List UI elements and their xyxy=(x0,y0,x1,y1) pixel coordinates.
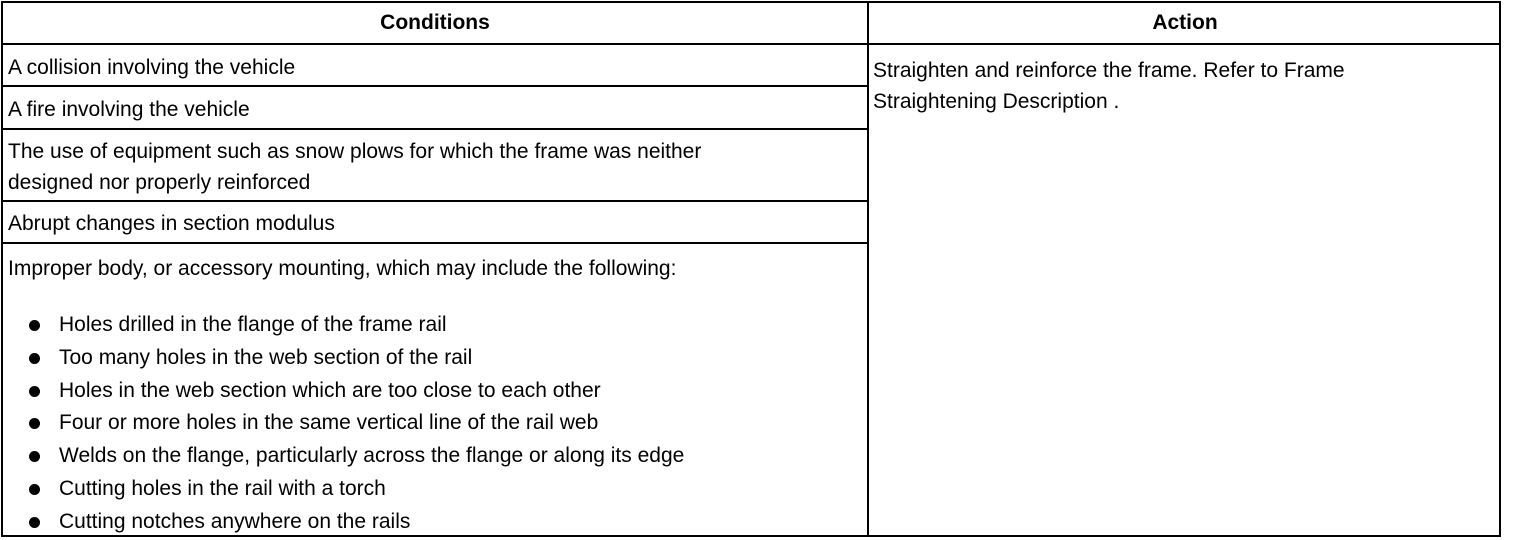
list-item-text: Holes in the web section which are too close to each other xyxy=(59,378,601,402)
action-text: Straighten and reinforce the frame. Refer to Frame Straightening Description . xyxy=(873,59,1345,113)
conditions-action-table xyxy=(1,1,1501,537)
header-divider xyxy=(3,43,1499,45)
list-item-text: Cutting holes in the rail with a torch xyxy=(59,476,386,500)
list-item-text: Cutting notches anywhere on the rails xyxy=(59,509,411,533)
row-divider xyxy=(3,85,867,87)
bullet-icon xyxy=(29,353,40,364)
list-item xyxy=(25,407,684,440)
list-item xyxy=(25,309,684,342)
row-divider xyxy=(3,128,867,130)
condition-collision: A collision involving the vehicle xyxy=(8,56,296,79)
list-item xyxy=(25,440,684,473)
bullet-icon xyxy=(29,418,40,429)
list-item xyxy=(25,375,684,408)
list-item-text: Four or more holes in the same vertical line of the rail web xyxy=(59,411,599,435)
bullet-icon xyxy=(29,451,40,462)
bullet-icon xyxy=(29,484,40,495)
bullet-icon xyxy=(29,320,40,331)
header-conditions: Conditions xyxy=(380,11,490,34)
row-divider xyxy=(3,200,867,202)
list-item-text: Holes drilled in the flange of the frame rail xyxy=(59,313,447,336)
list-item xyxy=(25,506,684,539)
header-action: Action xyxy=(1152,11,1218,34)
condition-improper-mounting: Improper body, or accessory mounting, which may include the following: xyxy=(8,257,677,280)
list-item xyxy=(25,342,684,375)
condition-equipment-line-1: The use of equipment such as snow plows for which the frame was neither xyxy=(8,140,702,163)
condition-section-modulus: Abrupt changes in section modulus xyxy=(8,212,335,235)
column-divider xyxy=(867,3,869,535)
row-divider xyxy=(3,242,867,244)
mounting-issues-list xyxy=(25,309,684,539)
list-item-text: Too many holes in the web section of the rail xyxy=(59,345,473,369)
list-item xyxy=(25,473,684,506)
list-item-text: Welds on the flange, particularly across the flange or along its edge xyxy=(59,444,685,468)
condition-equipment-line-2: designed nor properly reinforced xyxy=(8,171,311,194)
bullet-icon xyxy=(29,517,40,528)
bullet-icon xyxy=(29,386,40,397)
condition-fire: A fire involving the vehicle xyxy=(8,98,250,121)
